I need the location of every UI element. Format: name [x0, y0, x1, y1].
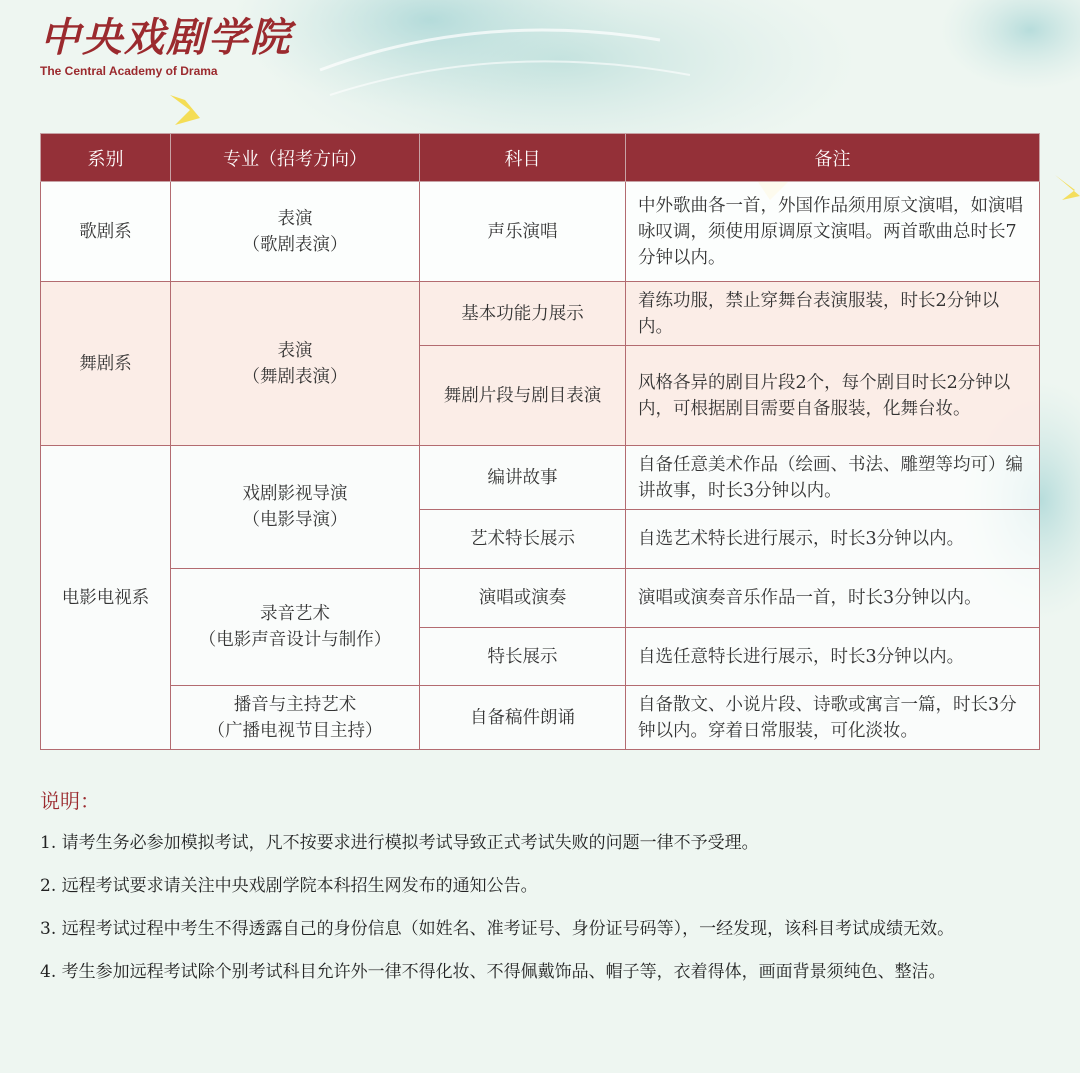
major-name: 录音艺术	[260, 604, 330, 624]
table-row	[41, 182, 1040, 282]
table-row	[41, 686, 1040, 750]
major-direction: （广播电视节目主持）	[207, 720, 383, 741]
note-item: 3. 远程考试过程中考生不得透露自己的身份信息（如姓名、准考证号、身份证号码等），一经发现，该科目考试成绩无效。	[40, 919, 955, 939]
subject-cell: 舞剧片段与剧目表演	[420, 346, 626, 446]
subject-cell: 自备稿件朗诵	[420, 686, 626, 750]
note-cell: 风格各异的剧目片段2个，每个剧目时长2分钟以内，可根据剧目需要自备服装，化舞台妆。	[626, 346, 1040, 446]
note-cell: 演唱或演奏音乐作品一首，时长3分钟以内。	[626, 569, 1040, 628]
major-cell	[171, 182, 420, 282]
major-cell	[171, 282, 420, 446]
subject-cell: 声乐演唱	[420, 182, 626, 282]
major-name: 播音与主持艺术	[233, 694, 357, 715]
table-row	[41, 282, 1040, 346]
header-subject: 科目	[420, 134, 626, 182]
header-major: 专业（招考方向）	[171, 134, 420, 182]
table-row	[41, 446, 1040, 510]
subject-cell: 演唱或演奏	[420, 569, 626, 628]
header-dept: 系别	[41, 134, 171, 182]
subject-cell: 特长展示	[420, 628, 626, 686]
note-cell: 自选任意特长进行展示，时长3分钟以内。	[626, 628, 1040, 686]
note-cell: 自选艺术特长进行展示，时长3分钟以内。	[626, 510, 1040, 569]
note-item: 2. 远程考试要求请关注中央戏剧学院本科招生网发布的通知公告。	[40, 876, 538, 896]
major-direction: （歌剧表演）	[242, 234, 348, 255]
table-header-row	[41, 134, 1040, 182]
major-cell	[171, 446, 420, 569]
major-name: 戏剧影视导演	[242, 484, 348, 504]
note-cell: 自备任意美术作品（绘画、书法、雕塑等均可）编讲故事，时长3分钟以内。	[626, 446, 1040, 510]
note-item: 1. 请考生务必参加模拟考试，凡不按要求进行模拟考试导致正式考试失败的问题一律不予受理。	[40, 833, 759, 853]
logo	[40, 14, 292, 78]
logo-english: The Central Academy of Drama	[40, 64, 218, 78]
dept-cell: 歌剧系	[41, 182, 171, 282]
table-row	[41, 569, 1040, 628]
subject-cell: 基本功能力展示	[420, 282, 626, 346]
dept-cell: 舞剧系	[41, 282, 171, 446]
note-cell: 着练功服，禁止穿舞台表演服装，时长2分钟以内。	[626, 282, 1040, 346]
major-direction: （电影声音设计与制作）	[198, 630, 392, 650]
header-note: 备注	[626, 134, 1040, 182]
major-name: 表演	[277, 208, 313, 229]
subject-cell: 艺术特长展示	[420, 510, 626, 569]
notes-section	[40, 785, 1050, 994]
major-cell	[171, 569, 420, 686]
notes-title: 说明：	[40, 789, 100, 813]
note-cell: 中外歌曲各一首，外国作品须用原文演唱，如演唱咏叹调，须使用原调原文演唱。两首歌曲总时长7分钟以内。	[626, 182, 1040, 282]
note-item: 4. 考生参加远程考试除个别考试科目允许外一律不得化妆、不得佩戴饰品、帽子等，衣着得体，画面背景须纯色、整洁。	[40, 962, 946, 982]
major-name: 表演	[277, 340, 313, 361]
major-direction: （舞剧表演）	[242, 366, 348, 387]
major-direction: （电影导演）	[242, 510, 348, 530]
note-cell: 自备散文、小说片段、诗歌或寓言一篇，时长3分钟以内。穿着日常服装，可化淡妆。	[626, 686, 1040, 750]
exam-subjects-table	[40, 133, 1040, 750]
subject-cell: 编讲故事	[420, 446, 626, 510]
logo-chinese: 中央戏剧学院	[40, 14, 292, 61]
major-cell	[171, 686, 420, 750]
dept-cell: 电影电视系	[41, 446, 171, 750]
